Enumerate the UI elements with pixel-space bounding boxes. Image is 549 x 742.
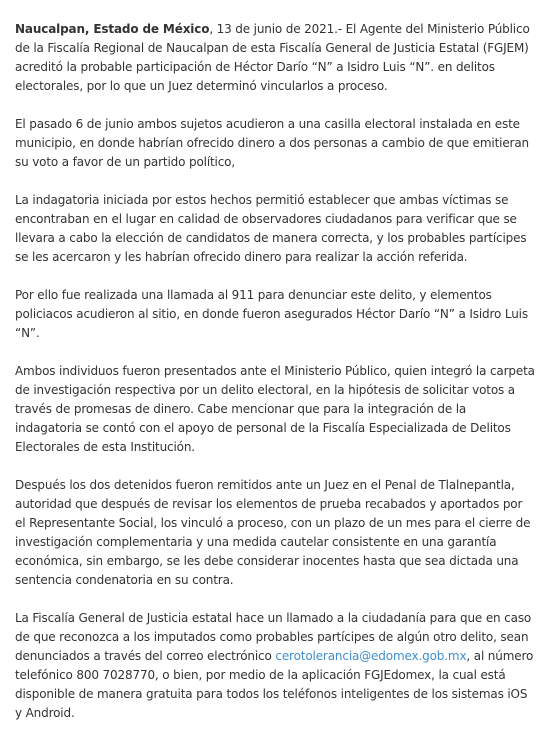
paragraph-1-text: , 13 de junio de 2021.- El Agente del Ministerio Público de la Fiscalía Regional de Naucalpan de esta Fiscalía General de Justicia Estatal (FGJEM) acreditó la probable participación de Héctor Darío “N” a Isidro Luis “N”. en delitos electorales, por lo que un Juez determinó vincularlos a proceso. xyxy=(15,22,530,93)
article-body xyxy=(15,20,535,742)
paragraph-5: Ambos individuos fueron presentados ante el Ministerio Público, quien integró la carpeta de investigación respectiva por un delito electoral, en la hipótesis de solicitar votos a través de promesas de dinero. Cabe mencionar que para la integración de la indagatoria se contó con el apoyo de personal de la Fiscalía Especializada de Delitos Electorales de esta Institución. xyxy=(15,364,535,454)
paragraph-6: Después los dos detenidos fueron remitidos ante un Juez en el Penal de Tlalnepantla, autoridad que después de revisar los elementos de prueba recabados y aportados por el Representante Social, los vinculó a proceso, con un plazo de un mes para el cierre de investigación complementaria y una medida cautelar consistente en una garantía económica, sin embargo, se les debe considerar inocentes hasta que sea dictada una sentencia condenatoria en su contra. xyxy=(15,478,531,587)
paragraph-2: El pasado 6 de junio ambos sujetos acudieron a una casilla electoral instalada en este municipio, en donde habrían ofrecido dinero a dos personas a cambio de que emitieran su voto a favor de un partido político, xyxy=(15,117,529,169)
email-link[interactable]: cerotolerancia@edomex.gob.mx xyxy=(275,649,467,663)
paragraph-4: Por ello fue realizada una llamada al 911 para denunciar este delito, y elementos policiacos acudieron al sitio, en donde fueron asegurados Héctor Darío “N” a Isidro Luis “N”. xyxy=(15,288,528,340)
dateline: Naucalpan, Estado de México xyxy=(15,22,210,36)
paragraph-7-text-before-link: La Fiscalía General de Justicia estatal hace un llamado a la ciudadanía para que en caso de que reconozca a los imputados como probables partícipes de algún otro delito, sean denunciados a través del correo electrónico xyxy=(15,611,532,663)
paragraph-1 xyxy=(15,20,535,96)
paragraph-3: La indagatoria iniciada por estos hechos permitió establecer que ambas víctimas se encontraban en el lugar en calidad de observadores ciudadanos para verificar que se llevara a cabo la elección de candidatos de manera correcta, y los probables partícipes se les acercaron y les habrían ofrecido dinero para realizar la acción referida. xyxy=(15,193,527,264)
paragraph-7-text-after-link: , al número telefónico 800 7028770, o bien, por medio de la aplicación FGJEdomex, la cual está disponible de manera gratuita para todos los teléfonos inteligentes de los sistemas iOS y Android. xyxy=(15,649,534,720)
